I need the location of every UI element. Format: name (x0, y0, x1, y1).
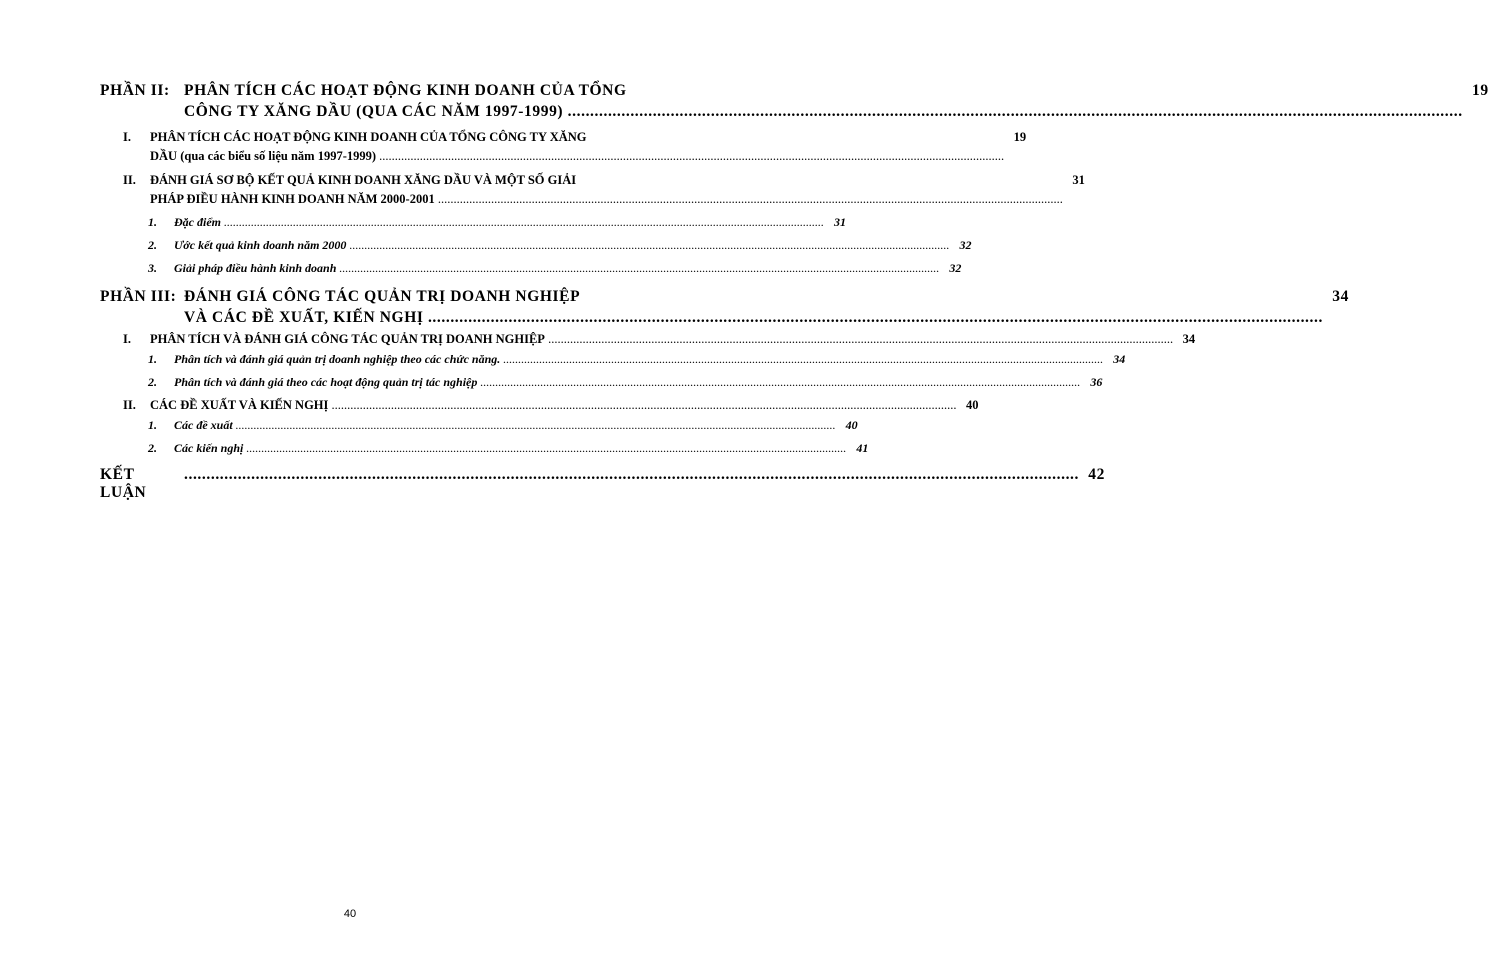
section-title-line-1: PHÂN TÍCH CÁC HOẠT ĐỘNG KINH DOANH CỦA TỔNG CÔNG TY XĂNG (150, 130, 587, 144)
toc-item-3-2-2[interactable] (148, 437, 869, 460)
part-label: PHẦN III: (100, 288, 177, 305)
item-title: Phân tích và đánh giá quản trị doanh nghiệp theo các chức năng. ..... (174, 348, 1103, 371)
item-title: Các đề xuất ..... (174, 414, 836, 437)
item-page-number: 41 (856, 441, 869, 455)
part-title-line-2: VÀ CÁC ĐỀ XUẤT, KIẾN NGHỊ ..... (184, 307, 1323, 328)
item-title: Đặc điểm ..... (174, 211, 824, 234)
section-label: II. (123, 173, 136, 187)
section-page-number: 40 (966, 398, 979, 412)
toc-conclusion[interactable] (100, 466, 1105, 502)
part-page-number: 19 (1471, 82, 1489, 99)
item-label: 1. (148, 215, 157, 229)
item-label: 3. (148, 261, 157, 275)
toc-section-2-1[interactable] (123, 128, 1027, 166)
item-title: Các kiến nghị ..... (174, 437, 846, 460)
toc-section-2-2[interactable] (123, 171, 1085, 209)
item-label: 2. (148, 441, 157, 455)
part-title-line-1: PHÂN TÍCH CÁC HOẠT ĐỘNG KINH DOANH CỦA TỔNG (184, 82, 627, 99)
conclusion-leader (184, 466, 1079, 484)
item-page-number: 36 (1090, 375, 1103, 389)
toc-item-2-2-2[interactable] (148, 234, 972, 257)
toc-section-3-1[interactable] (123, 332, 1196, 347)
toc-item-3-2-1[interactable] (148, 414, 858, 437)
part-label: PHẦN II: (100, 82, 170, 99)
item-page-number: 32 (949, 261, 962, 275)
toc-item-3-1-2[interactable] (148, 371, 1103, 394)
part-page-number: 34 (1332, 288, 1349, 305)
section-page-number: 19 (1013, 130, 1027, 144)
toc-section-3-2[interactable] (123, 398, 979, 413)
item-title: Giải pháp điều hành kinh doanh ..... (174, 257, 939, 280)
item-title: Phân tích và đánh giá theo các hoạt động quản trị tác nghiệp ..... (174, 371, 1080, 394)
section-page-number: 34 (1182, 332, 1196, 346)
toc-item-3-1-1[interactable] (148, 348, 1126, 371)
section-title-line-2: PHÁP ĐIỀU HÀNH KINH DOANH NĂM 2000-2001 ..... (150, 190, 1063, 209)
item-label: 1. (148, 352, 157, 366)
toc-item-2-2-1[interactable] (148, 211, 846, 234)
section-title-line-1: ĐÁNH GIÁ SƠ BỘ KẾT QUẢ KINH DOANH XĂNG DẦU VÀ MỘT SỐ GIẢI (150, 173, 577, 187)
item-label: 2. (148, 238, 157, 252)
toc-part-2[interactable] (100, 80, 1489, 122)
section-label: II. (123, 398, 136, 412)
section-title: CÁC ĐỀ XUẤT VÀ KIẾN NGHỊ ..... (150, 398, 957, 413)
section-title-line-2: DẦU (qua các biểu số liệu năm 1997-1999) ..... (150, 147, 1004, 166)
item-page-number: 32 (959, 238, 972, 252)
section-page-number: 31 (1072, 173, 1085, 187)
part-title-line-1: ĐÁNH GIÁ CÔNG TÁC QUẢN TRỊ DOANH NGHIỆP (184, 288, 581, 305)
item-page-number: 40 (845, 418, 858, 432)
section-label: I. (123, 130, 131, 144)
item-label: 1. (148, 418, 157, 432)
conclusion-page-number: 42 (1088, 466, 1105, 483)
table-of-contents (100, 80, 1489, 502)
item-label: 2. (148, 375, 157, 389)
conclusion-label: KẾT LUẬN (100, 466, 147, 501)
page-number: 40 (343, 908, 357, 920)
toc-item-2-2-3[interactable] (148, 257, 962, 280)
part-title-line-2: CÔNG TY XĂNG DẦU (QUA CÁC NĂM 1997-1999) ..... (184, 101, 1463, 122)
item-page-number: 34 (1113, 352, 1126, 366)
item-page-number: 31 (834, 215, 846, 229)
toc-part-3[interactable] (100, 286, 1349, 328)
section-title: PHÂN TÍCH VÀ ĐÁNH GIÁ CÔNG TÁC QUẢN TRỊ DOANH NGHIỆP ..... (150, 332, 1173, 347)
item-title: Ước kết quả kinh doanh năm 2000 ..... (174, 234, 949, 257)
section-label: I. (123, 332, 131, 346)
